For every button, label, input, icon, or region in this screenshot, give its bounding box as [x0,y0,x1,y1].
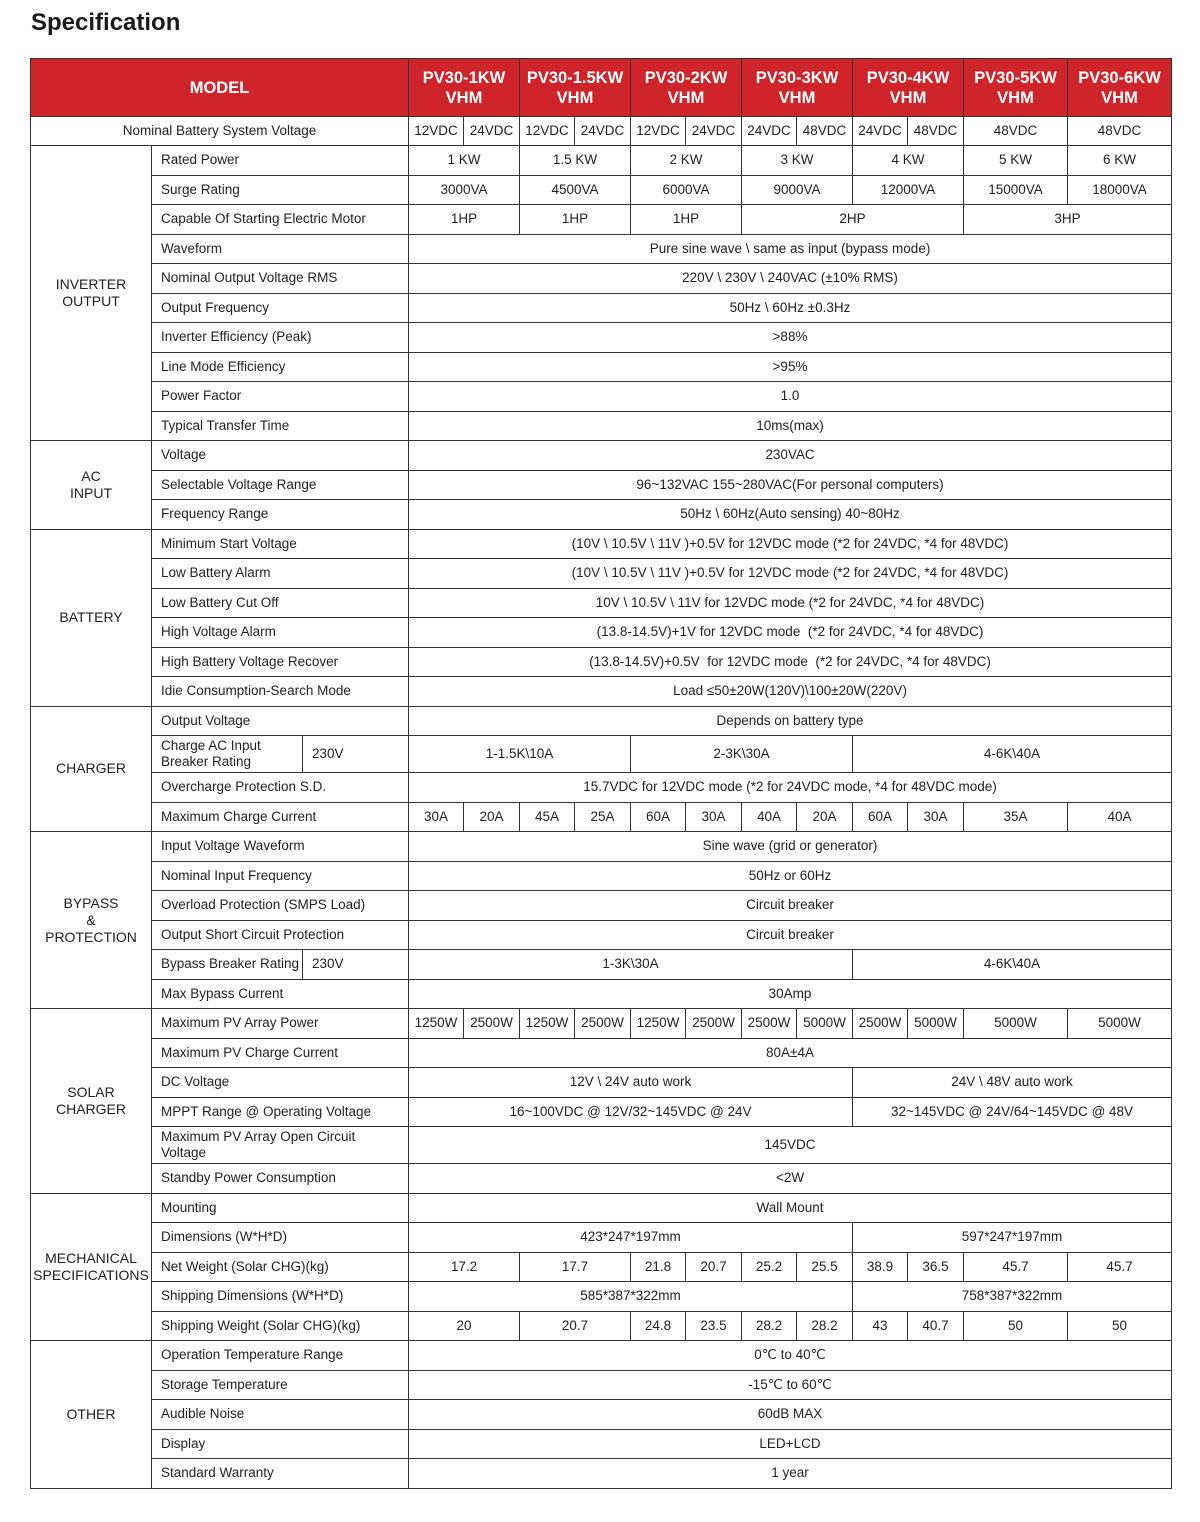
table-row [31,1097,1172,1127]
table-cell: 12VDC [631,117,686,146]
row-label: Output Short Circuit Protection [152,920,409,950]
table-row [31,979,1172,1009]
table-cell: 1250W [631,1009,686,1039]
table-cell: 24VDC [742,117,797,146]
table-row [31,1223,1172,1253]
table-cell: 30Amp [409,979,1172,1009]
table-cell: 24VDC [686,117,742,146]
table-cell: 5000W [908,1009,964,1039]
table-cell: 4 KW [853,146,964,176]
table-cell: Sine wave (grid or generator) [409,832,1172,862]
table-cell: (10V \ 10.5V \ 11V )+0.5V for 12VDC mode (*2 for 24VDC, *4 for 48VDC) [409,559,1172,589]
table-row [31,618,1172,648]
table-cell: 25A [575,802,631,832]
table-row [31,1459,1172,1489]
table-cell: 1 KW [409,146,520,176]
table-cell: 60A [631,802,686,832]
table-cell: 21.8 [631,1252,686,1282]
table-cell: 1-3K\30A [409,950,853,980]
table-cell: 3 KW [742,146,853,176]
table-cell: 24V \ 48V auto work [853,1068,1172,1098]
table-row [31,861,1172,891]
table-cell: 230VAC [409,441,1172,471]
table-cell: 50 [1068,1311,1172,1341]
row-label: Maximum PV Array Open Circuit Voltage [152,1127,409,1164]
row-label: Power Factor [152,382,409,412]
table-cell: 585*387*322mm [409,1282,853,1312]
table-row [31,411,1172,441]
row-label: High Battery Voltage Recover [152,647,409,677]
table-cell: 25.5 [797,1252,853,1282]
table-cell: 1HP [631,205,742,235]
row-label: Output Voltage [152,706,409,736]
row-label: Output Frequency [152,293,409,323]
table-cell: 4-6K\40A [853,736,1172,773]
row-label: Standard Warranty [152,1459,409,1489]
row-label: Mounting [152,1193,409,1223]
specification-table [30,58,1172,1489]
table-row [31,1400,1172,1430]
table-cell: Wall Mount [409,1193,1172,1223]
row-label: Input Voltage Waveform [152,832,409,862]
table-row [31,773,1172,803]
table-cell: 30A [409,802,464,832]
table-cell: 1 year [409,1459,1172,1489]
row-label: Max Bypass Current [152,979,409,1009]
table-cell: 1250W [520,1009,575,1039]
row-label: Storage Temperature [152,1370,409,1400]
row-label: Standby Power Consumption [152,1164,409,1194]
table-row [31,205,1172,235]
table-cell: 145VDC [409,1127,1172,1164]
table-cell: Depends on battery type [409,706,1172,736]
row-label: Charge AC Input Breaker Rating [152,736,303,773]
table-row [31,1127,1172,1164]
table-row [31,736,1172,773]
table-cell: 2HP [742,205,964,235]
model-1kw: PV30-1KW VHM [409,59,520,117]
table-row [31,1282,1172,1312]
model-6kw: PV30-6KW VHM [1068,59,1172,117]
table-cell: 1HP [520,205,631,235]
table-row [31,1068,1172,1098]
table-cell: 50 [964,1311,1068,1341]
table-cell: 48VDC [964,117,1068,146]
table-row [31,802,1172,832]
table-row [31,1311,1172,1341]
row-label: Overload Protection (SMPS Load) [152,891,409,921]
table-row [31,500,1172,530]
row-sublabel: 230V [303,736,409,773]
table-cell: 50Hz \ 60Hz ±0.3Hz [409,293,1172,323]
table-cell: 20 [409,1311,520,1341]
table-cell: 17.2 [409,1252,520,1282]
table-cell: 35A [964,802,1068,832]
table-cell: 3000VA [409,175,520,205]
row-label: Nominal Output Voltage RMS [152,264,409,294]
table-cell: 36.5 [908,1252,964,1282]
table-row [31,706,1172,736]
table-cell: 2-3K\30A [631,736,853,773]
table-cell: (13.8-14.5V)+1V for 12VDC mode (*2 for 24VDC, *4 for 48VDC) [409,618,1172,648]
row-label: Dimensions (W*H*D) [152,1223,409,1253]
row-label: Low Battery Cut Off [152,588,409,618]
table-cell: 5 KW [964,146,1068,176]
row-label: Shipping Dimensions (W*H*D) [152,1282,409,1312]
table-cell: 15.7VDC for 12VDC mode (*2 for 24VDC mode, *4 for 48VDC mode) [409,773,1172,803]
table-cell: 5000W [964,1009,1068,1039]
table-cell: 2 KW [631,146,742,176]
group-mechanical-specifications: MECHANICAL SPECIFICATIONS [31,1193,152,1341]
table-row [31,441,1172,471]
table-cell: 2500W [686,1009,742,1039]
table-cell: 2500W [853,1009,908,1039]
table-cell: 45.7 [1068,1252,1172,1282]
table-row [31,1009,1172,1039]
table-cell: Circuit breaker [409,920,1172,950]
model-1-5kw: PV30-1.5KW VHM [520,59,631,117]
table-row [31,323,1172,353]
table-cell: 24VDC [853,117,908,146]
table-cell: 20A [797,802,853,832]
table-row [31,1252,1172,1282]
row-label: DC Voltage [152,1068,409,1098]
table-row [31,588,1172,618]
table-cell: (13.8-14.5V)+0.5V for 12VDC mode (*2 for 24VDC, *4 for 48VDC) [409,647,1172,677]
table-cell: 1250W [409,1009,464,1039]
row-label: Net Weight (Solar CHG)(kg) [152,1252,409,1282]
table-cell: 18000VA [1068,175,1172,205]
table-cell: 597*247*197mm [853,1223,1172,1253]
table-cell: 2500W [575,1009,631,1039]
table-cell: 16~100VDC @ 12V/32~145VDC @ 24V [409,1097,853,1127]
table-cell: 45A [520,802,575,832]
table-cell: 24VDC [464,117,520,146]
table-row [31,832,1172,862]
table-row [31,891,1172,921]
table-row [31,1370,1172,1400]
row-label: Overcharge Protection S.D. [152,773,409,803]
table-row [31,559,1172,589]
table-cell: 12000VA [853,175,964,205]
table-row [31,1038,1172,1068]
table-cell: 30A [686,802,742,832]
table-row [31,647,1172,677]
row-label: Selectable Voltage Range [152,470,409,500]
table-cell: >88% [409,323,1172,353]
table-cell: 38.9 [853,1252,908,1282]
table-cell: 5000W [1068,1009,1172,1039]
row-label: Inverter Efficiency (Peak) [152,323,409,353]
table-row [31,352,1172,382]
table-cell: 423*247*197mm [409,1223,853,1253]
row-label: Bypass Breaker Rating [152,950,303,980]
table-cell: 48VDC [1068,117,1172,146]
table-cell: 6000VA [631,175,742,205]
row-label: Nominal Battery System Voltage [31,117,409,146]
table-cell: 1-1.5K\10A [409,736,631,773]
group-charger: CHARGER [31,706,152,832]
model-3kw: PV30-3KW VHM [742,59,853,117]
page-title: Specification [31,9,181,36]
table-cell: 40A [1068,802,1172,832]
row-label: Display [152,1429,409,1459]
row-label: High Voltage Alarm [152,618,409,648]
table-row [31,1193,1172,1223]
table-cell: 50Hz or 60Hz [409,861,1172,891]
table-cell: 28.2 [797,1311,853,1341]
table-cell: LED+LCD [409,1429,1172,1459]
table-cell: 23.5 [686,1311,742,1341]
row-label: Waveform [152,234,409,264]
table-cell: 15000VA [964,175,1068,205]
table-row [31,1429,1172,1459]
row-label: Typical Transfer Time [152,411,409,441]
row-label: Minimum Start Voltage [152,529,409,559]
table-cell: 25.2 [742,1252,797,1282]
table-cell: 24.8 [631,1311,686,1341]
row-label: Operation Temperature Range [152,1341,409,1371]
model-header: MODEL [31,59,409,117]
table-cell: 220V \ 230V \ 240VAC (±10% RMS) [409,264,1172,294]
row-label: Frequency Range [152,500,409,530]
table-cell: >95% [409,352,1172,382]
table-cell: 1HP [409,205,520,235]
table-cell: 20A [464,802,520,832]
table-row [31,175,1172,205]
table-cell: 20.7 [686,1252,742,1282]
row-label: Capable Of Starting Electric Motor [152,205,409,235]
table-row [31,117,1172,146]
row-label: Maximum PV Charge Current [152,1038,409,1068]
table-cell: 96~132VAC 155~280VAC(For personal computers) [409,470,1172,500]
table-cell: 5000W [797,1009,853,1039]
table-cell: 60A [853,802,908,832]
table-cell: 50Hz \ 60Hz(Auto sensing) 40~80Hz [409,500,1172,530]
table-row [31,470,1172,500]
table-cell: 60dB MAX [409,1400,1172,1430]
table-cell: 12VDC [520,117,575,146]
row-sublabel: 230V [303,950,409,980]
row-label: Surge Rating [152,175,409,205]
table-row [31,950,1172,980]
table-cell: (10V \ 10.5V \ 11V )+0.5V for 12VDC mode (*2 for 24VDC, *4 for 48VDC) [409,529,1172,559]
group-bypass-protection: BYPASS & PROTECTION [31,832,152,1009]
row-label: Audible Noise [152,1400,409,1430]
table-cell: 758*387*322mm [853,1282,1172,1312]
row-label: Nominal Input Frequency [152,861,409,891]
header-row [31,59,1172,117]
table-cell: 80A±4A [409,1038,1172,1068]
table-cell: 6 KW [1068,146,1172,176]
table-cell: 3HP [964,205,1172,235]
table-cell: Circuit breaker [409,891,1172,921]
table-cell: 10ms(max) [409,411,1172,441]
table-row [31,1341,1172,1371]
table-row [31,529,1172,559]
table-cell: 30A [908,802,964,832]
model-4kw: PV30-4KW VHM [853,59,964,117]
row-label: Idie Consumption-Search Mode [152,677,409,707]
table-cell: 17.7 [520,1252,631,1282]
table-cell: 2500W [464,1009,520,1039]
group-battery: BATTERY [31,529,152,706]
row-label: Maximum PV Array Power [152,1009,409,1039]
table-cell: 43 [853,1311,908,1341]
table-cell: 1.0 [409,382,1172,412]
table-cell: 32~145VDC @ 24V/64~145VDC @ 48V [853,1097,1172,1127]
group-inverter-output: INVERTER OUTPUT [31,146,152,441]
group-other: OTHER [31,1341,152,1489]
table-cell: 12V \ 24V auto work [409,1068,853,1098]
table-cell: 2500W [742,1009,797,1039]
table-cell: 12VDC [409,117,464,146]
table-cell: 1.5 KW [520,146,631,176]
table-row [31,1164,1172,1194]
model-5kw: PV30-5KW VHM [964,59,1068,117]
row-label: Low Battery Alarm [152,559,409,589]
table-cell: 45.7 [964,1252,1068,1282]
table-row [31,293,1172,323]
group-solar-charger: SOLAR CHARGER [31,1009,152,1194]
table-cell: Pure sine wave \ same as input (bypass mode) [409,234,1172,264]
table-row [31,146,1172,176]
row-label: Line Mode Efficiency [152,352,409,382]
table-cell: 24VDC [575,117,631,146]
row-label: Rated Power [152,146,409,176]
table-row [31,264,1172,294]
group-ac-input: AC INPUT [31,441,152,530]
table-row [31,920,1172,950]
table-row [31,677,1172,707]
table-cell: 4500VA [520,175,631,205]
table-cell: 9000VA [742,175,853,205]
table-cell: Load ≤50±20W(120V)\100±20W(220V) [409,677,1172,707]
row-label: Voltage [152,441,409,471]
table-cell: 10V \ 10.5V \ 11V for 12VDC mode (*2 for 24VDC, *4 for 48VDC) [409,588,1172,618]
table-cell: -15℃ to 60℃ [409,1370,1172,1400]
table-cell: 0℃ to 40℃ [409,1341,1172,1371]
row-label: MPPT Range @ Operating Voltage [152,1097,409,1127]
table-cell: 28.2 [742,1311,797,1341]
table-cell: 40.7 [908,1311,964,1341]
row-label: Maximum Charge Current [152,802,409,832]
table-row [31,234,1172,264]
table-cell: <2W [409,1164,1172,1194]
table-row [31,382,1172,412]
table-cell: 48VDC [797,117,853,146]
table-cell: 20.7 [520,1311,631,1341]
table-cell: 40A [742,802,797,832]
row-label: Shipping Weight (Solar CHG)(kg) [152,1311,409,1341]
table-cell: 48VDC [908,117,964,146]
model-2kw: PV30-2KW VHM [631,59,742,117]
table-cell: 4-6K\40A [853,950,1172,980]
